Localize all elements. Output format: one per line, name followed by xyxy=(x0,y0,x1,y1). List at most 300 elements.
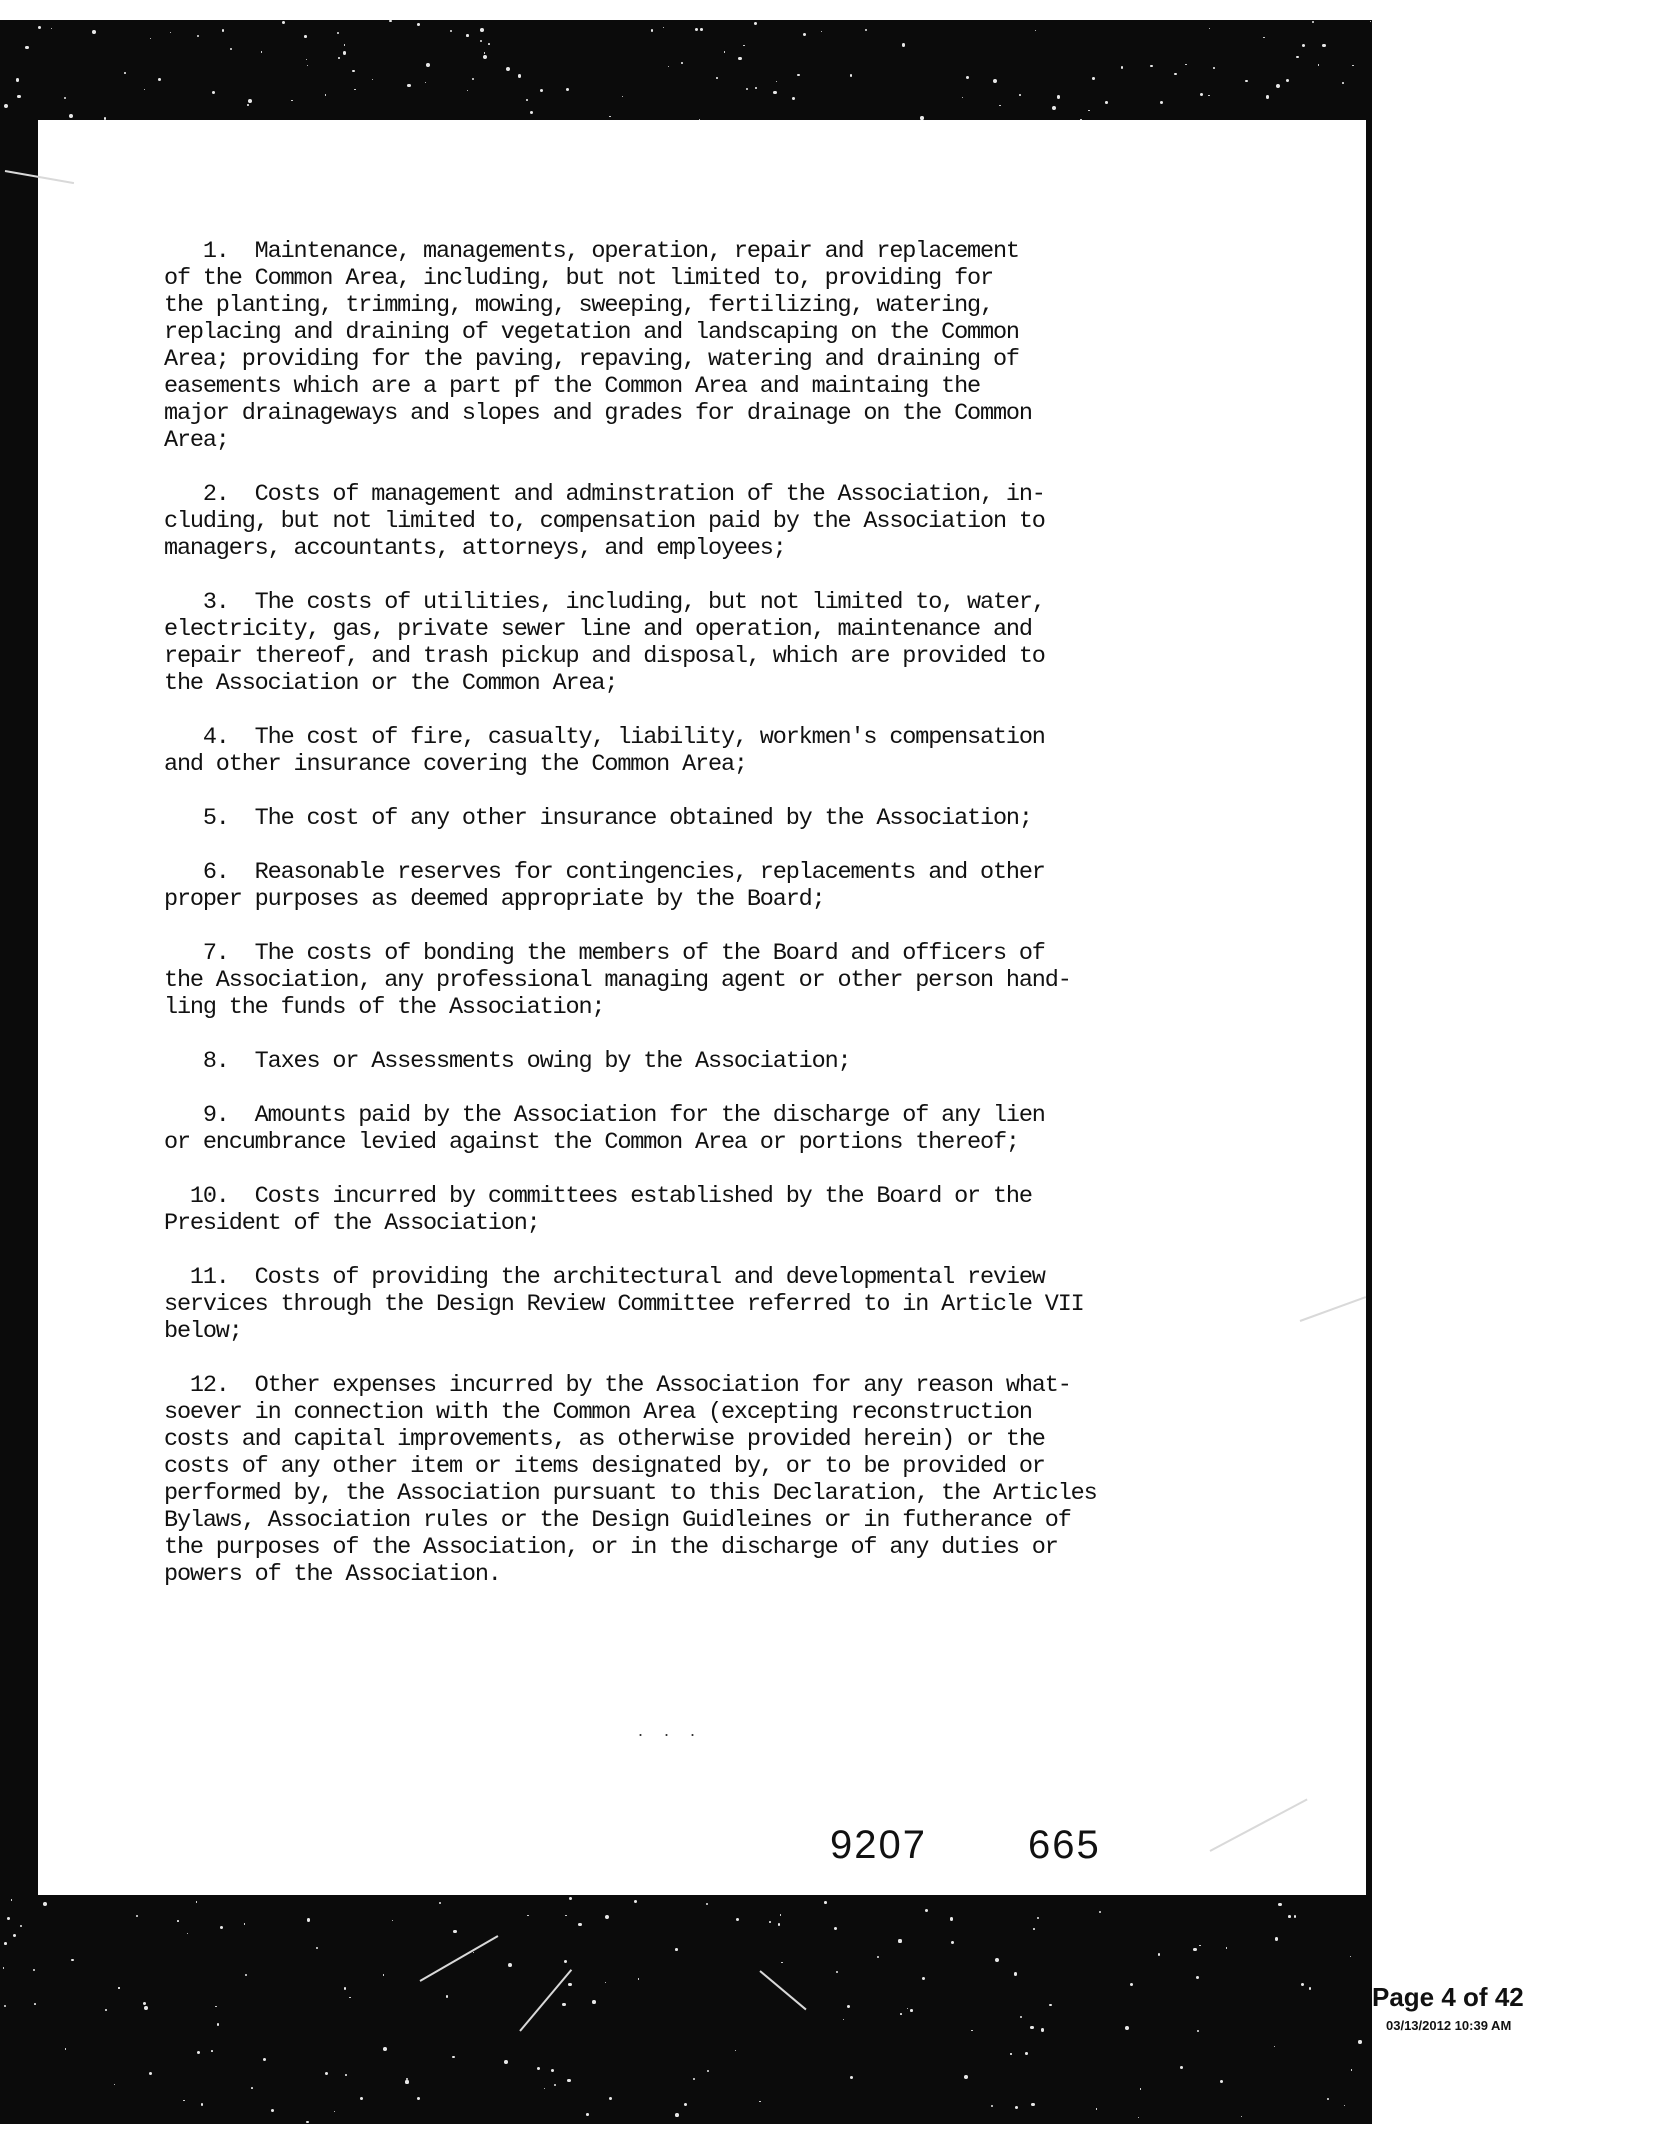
scan-speck xyxy=(1358,2040,1361,2043)
scan-speck xyxy=(304,35,307,38)
scan-speck xyxy=(803,33,806,36)
paragraph-text: Costs incurred by committees established by the Board or the President of the Association; xyxy=(164,1183,1032,1237)
scan-speck xyxy=(1197,2030,1199,2032)
scan-speck xyxy=(306,2121,308,2123)
paragraph-text: The costs of bonding the members of the Board and officers of the Association, any professional managing agent or other person hand- ling the funds of the Association; xyxy=(164,940,1071,1021)
scan-speck xyxy=(551,2069,554,2072)
scan-speck xyxy=(1099,1911,1101,1913)
paragraph-text: Amounts paid by the Association for the discharge of any lien or encumbrance levied against the Common Area or portions thereof; xyxy=(164,1102,1045,1156)
paragraph-number: 11. xyxy=(189,1264,229,1291)
scan-speck xyxy=(1015,2106,1019,2110)
scan-speck xyxy=(406,2078,408,2080)
scan-speck xyxy=(158,78,161,81)
scan-speck xyxy=(706,1903,708,1905)
paragraph-number: 5. xyxy=(202,805,229,832)
paragraph-text: Costs of management and adminstration of the Association, in- cluding, but not limited to, compensation paid by the Association to managers, accountants, attorneys, and employees; xyxy=(164,481,1045,562)
scan-speck xyxy=(1138,2117,1140,2119)
scan-speck xyxy=(1196,1976,1199,1979)
scan-speck xyxy=(902,43,905,46)
paragraph xyxy=(164,589,1124,697)
scan-speck xyxy=(25,46,29,50)
scan-speck xyxy=(1200,93,1203,96)
scan-speck xyxy=(144,89,146,91)
paragraph-number: 3. xyxy=(202,589,229,616)
scan-speck xyxy=(230,48,232,50)
scan-speck xyxy=(1105,101,1108,104)
paragraph-number: 2. xyxy=(202,481,229,508)
scan-speck xyxy=(609,2097,612,2100)
page-counter: Page 4 of 42 xyxy=(1372,1982,1524,2012)
scan-speck xyxy=(1180,2066,1183,2069)
scan-speck xyxy=(143,2002,146,2005)
scan-speck xyxy=(1352,65,1354,67)
scan-speck xyxy=(781,1962,782,1963)
scan-streak xyxy=(759,1970,806,2010)
scan-speck xyxy=(773,91,776,94)
scan-speck xyxy=(222,29,225,32)
scan-speck xyxy=(124,72,126,74)
scan-speck xyxy=(196,1901,198,1903)
scan-speck xyxy=(724,51,725,52)
scan-speck xyxy=(325,2072,328,2075)
scan-speck xyxy=(271,2109,274,2112)
scan-speck xyxy=(850,2076,853,2079)
paragraph-number: 6. xyxy=(202,859,229,886)
scan-speck xyxy=(578,1923,582,1927)
scan-speck xyxy=(187,1933,188,1934)
scan-speck xyxy=(738,57,741,60)
scan-speck xyxy=(38,26,41,29)
paragraph xyxy=(164,940,1124,1021)
scan-speck xyxy=(245,1974,247,1976)
scan-speck xyxy=(1263,37,1265,39)
scan-speck xyxy=(675,2113,679,2117)
scan-speck xyxy=(417,23,420,26)
scan-speck xyxy=(446,1995,448,1997)
scan-speck xyxy=(962,97,963,98)
scan-speck xyxy=(197,2051,200,2054)
scan-speck xyxy=(821,31,822,32)
document-page xyxy=(38,120,1366,1895)
scan-speck xyxy=(64,97,66,99)
scan-speck xyxy=(473,1952,475,1954)
scan-speck xyxy=(405,2080,408,2083)
scan-speck xyxy=(69,114,73,118)
scan-speck xyxy=(1350,1956,1351,1957)
scan-speck xyxy=(211,2050,213,2052)
scan-speck xyxy=(1327,2098,1329,2100)
scan-speck xyxy=(1130,1983,1133,1986)
scan-speck xyxy=(1213,67,1215,69)
scan-speck xyxy=(43,1902,47,1906)
scan-speck xyxy=(20,1925,22,1927)
scan-speck xyxy=(847,2005,850,2008)
scan-speck xyxy=(877,1956,879,1958)
scan-speck xyxy=(316,1947,318,1949)
scan-speck xyxy=(453,1930,456,1933)
scan-speck xyxy=(1057,95,1060,98)
scan-speck xyxy=(759,2101,760,2102)
scan-speck xyxy=(417,2097,420,2100)
scan-speck xyxy=(144,2006,148,2010)
scan-speck xyxy=(65,2048,67,2050)
scan-speck xyxy=(755,87,757,89)
scan-speck xyxy=(360,2097,363,2100)
scan-speck xyxy=(426,63,430,67)
scan-speck xyxy=(564,1960,567,1963)
scan-speck xyxy=(1031,2103,1034,2106)
scan-speck xyxy=(345,2074,347,2076)
scan-speck xyxy=(1301,1983,1305,1987)
scan-speck xyxy=(248,99,252,103)
scan-speck xyxy=(834,1927,837,1930)
scan-speck xyxy=(743,45,744,46)
scan-speck xyxy=(1296,56,1298,58)
scan-speck xyxy=(1041,2028,1044,2031)
scan-speck xyxy=(684,2103,687,2106)
scan-speck xyxy=(4,104,8,108)
scan-speck xyxy=(1019,94,1021,96)
scan-speck xyxy=(1088,110,1090,112)
scan-speck xyxy=(995,1958,999,1962)
scan-speck xyxy=(565,1915,567,1917)
scan-speck xyxy=(1322,44,1326,48)
scan-speck xyxy=(212,91,215,94)
scan-speck xyxy=(566,88,569,91)
scan-speck xyxy=(605,1982,606,1983)
scan-speck xyxy=(33,1969,35,1971)
scan-speck xyxy=(567,2079,570,2082)
scan-speck xyxy=(480,28,484,32)
scan-speck xyxy=(1302,44,1305,47)
scan-speck xyxy=(306,59,307,60)
paragraph-number: 4. xyxy=(202,724,229,751)
scan-speck xyxy=(389,20,391,22)
scan-speck xyxy=(352,70,355,73)
scan-speck xyxy=(925,1909,929,1913)
scan-speck xyxy=(439,1902,441,1904)
scan-speck xyxy=(1209,28,1210,29)
scan-speck xyxy=(1193,1948,1196,1951)
paragraph xyxy=(164,724,1124,778)
scan-speck xyxy=(746,88,749,91)
paragraph xyxy=(164,1264,1124,1345)
scan-speck xyxy=(488,43,490,45)
paragraph xyxy=(164,859,1124,913)
scan-frame xyxy=(0,20,1372,2124)
scan-speck xyxy=(71,1959,73,1961)
scan-speck xyxy=(450,30,452,32)
scan-speck xyxy=(1318,64,1320,66)
scan-speck xyxy=(372,79,373,80)
scan-speck xyxy=(865,29,867,31)
scan-speck xyxy=(1121,66,1124,69)
scan-speck xyxy=(605,1915,609,1919)
scan-speck xyxy=(16,78,19,81)
scan-speck xyxy=(1286,79,1289,82)
scan-speck xyxy=(910,2009,913,2012)
scan-speck xyxy=(900,2013,902,2015)
scan-speck xyxy=(609,116,611,118)
scan-speck xyxy=(675,1948,678,1951)
scan-speck xyxy=(663,27,664,28)
scan-speck xyxy=(150,38,151,39)
scan-speck xyxy=(261,51,262,52)
scan-speck xyxy=(898,1939,901,1942)
scan-speck xyxy=(201,2103,204,2106)
scan-speck xyxy=(508,1963,512,1967)
document-body xyxy=(164,238,1124,1615)
scan-speck xyxy=(993,79,997,83)
scan-speck xyxy=(1010,2053,1011,2054)
scan-speck xyxy=(1185,64,1186,65)
scan-speck xyxy=(183,2100,185,2102)
paragraph-number: 7. xyxy=(202,940,229,967)
scan-speck xyxy=(1158,1953,1161,1956)
scan-speck xyxy=(850,74,852,76)
scan-speck xyxy=(651,29,653,31)
scan-speck xyxy=(824,1901,827,1904)
scan-speck xyxy=(1035,30,1036,31)
scan-speck xyxy=(562,2003,566,2007)
scan-speck xyxy=(337,32,339,34)
scan-speck xyxy=(1096,2108,1098,2110)
scan-speck xyxy=(466,34,469,37)
paragraph-text: Taxes or Assessments owing by the Association; xyxy=(254,1048,851,1075)
paragraph-number: 10. xyxy=(189,1183,229,1210)
scan-speck xyxy=(586,2113,589,2116)
scan-speck xyxy=(251,2087,253,2089)
scan-speck xyxy=(3,1967,5,1969)
paragraph xyxy=(164,1183,1124,1237)
scan-speck xyxy=(383,1974,385,1976)
scan-speck xyxy=(527,1915,528,1916)
scan-speck xyxy=(1226,1947,1228,1949)
scan-speck xyxy=(907,2008,908,2009)
scan-speck xyxy=(149,2072,152,2075)
paragraph xyxy=(164,1048,1124,1075)
scan-speck xyxy=(950,1917,953,1920)
scan-speck xyxy=(1312,21,1314,23)
scan-speck xyxy=(1140,2088,1141,2089)
scan-speck xyxy=(291,100,292,101)
paragraph xyxy=(164,1102,1124,1156)
scan-speck xyxy=(51,28,52,29)
scan-speck xyxy=(1020,2016,1023,2019)
scan-speck xyxy=(1288,1915,1291,1918)
scan-speck xyxy=(344,1987,347,1990)
scan-speck xyxy=(754,22,757,25)
scan-speck xyxy=(307,65,308,66)
scan-speck xyxy=(1220,2080,1223,2083)
paragraph-number: 8. xyxy=(202,1048,229,1075)
scan-speck xyxy=(177,1920,179,1922)
scan-speck xyxy=(780,1914,781,1915)
scan-speck xyxy=(778,1923,780,1925)
scan-speck xyxy=(392,1920,393,1921)
scan-speck xyxy=(735,2050,736,2051)
scan-speck xyxy=(11,1899,13,1901)
scan-speck xyxy=(1245,80,1247,82)
scan-speck xyxy=(797,74,800,77)
scan-speck xyxy=(707,2070,709,2072)
scan-speck xyxy=(695,28,699,32)
scan-speck xyxy=(736,1918,739,1921)
scan-speck xyxy=(472,78,474,80)
scan-speck xyxy=(349,1997,351,1999)
scan-speck xyxy=(681,62,683,64)
scan-speck xyxy=(716,77,718,79)
scan-speck xyxy=(506,67,510,71)
paragraph-text: Maintenance, managements, operation, repair and replacement of the Common Area, including, but not limited to, providing for the planting, trimming, mowing, sweeping, fertilizing, watering, replacing and draining of vegetation and landscaping on the Common Area; providing for the paving, repaving, watering and draining of easements which are a part pf the Common Area and maintaing the major drainageways and slopes and grades for drainage on the Common Area; xyxy=(164,238,1032,454)
scan-speck xyxy=(966,76,969,79)
scan-speck xyxy=(197,35,199,37)
scan-speck xyxy=(282,21,285,24)
scan-speck xyxy=(170,32,172,34)
scan-speck xyxy=(1342,82,1344,84)
scan-speck xyxy=(215,2006,217,2008)
scan-speck xyxy=(769,1921,771,1923)
scan-speck xyxy=(1014,1972,1018,1976)
scan-speck xyxy=(540,89,543,92)
scan-speck xyxy=(1052,106,1056,110)
scan-speck xyxy=(407,84,410,87)
scan-speck xyxy=(1033,1928,1035,1930)
scan-speck xyxy=(530,111,533,114)
paragraph-number: 12. xyxy=(189,1372,229,1399)
scan-speck xyxy=(244,1923,245,1924)
scan-speck xyxy=(699,119,700,120)
scan-dots: . . . xyxy=(638,1720,704,1740)
scan-speck xyxy=(17,95,21,99)
scan-speck xyxy=(700,28,703,31)
scan-speck xyxy=(537,2067,540,2070)
scan-speck xyxy=(118,1987,119,1988)
scan-speck xyxy=(484,52,485,53)
scan-speck xyxy=(1150,65,1152,67)
paragraph xyxy=(164,805,1124,832)
paragraph-text: Reasonable reserves for contingencies, replacements and other proper purposes as deemed appropriate by the Board; xyxy=(164,859,1045,913)
scan-speck xyxy=(1125,2026,1129,2030)
paragraph-text: The costs of utilities, including, but not limited to, water, electricity, gas, private sewer line and operation, maintenance and repair thereof, and trash pickup and disposal, which are provided to the Association or the Common Area; xyxy=(164,589,1045,697)
scan-speck xyxy=(1351,2069,1353,2071)
scan-speck xyxy=(247,104,249,106)
scan-speck xyxy=(1309,1987,1312,1990)
scan-speck xyxy=(951,1941,954,1944)
scan-speck xyxy=(776,81,777,82)
scan-speck xyxy=(964,2075,968,2079)
scan-speck xyxy=(1276,84,1280,88)
scan-speck xyxy=(425,82,426,83)
scan-speck xyxy=(34,2003,36,2005)
scan-speck xyxy=(483,55,487,59)
scan-speck xyxy=(1160,101,1163,104)
paragraph-text: The cost of fire, casualty, liability, workmen's compensation and other insurance covering the Common Area; xyxy=(164,724,1045,778)
scan-speck xyxy=(999,105,1000,106)
scan-speck xyxy=(1208,95,1210,97)
scan-speck xyxy=(1294,1915,1296,1917)
paragraph xyxy=(164,481,1124,562)
scan-speck xyxy=(693,2078,695,2080)
scan-speck xyxy=(792,97,795,100)
scan-speck xyxy=(1174,73,1177,76)
scan-speck xyxy=(7,1917,10,1920)
paragraph xyxy=(164,1372,1124,1588)
paragraph-number: 1. xyxy=(202,238,229,265)
scan-speck xyxy=(383,2047,387,2051)
scan-speck xyxy=(92,30,96,34)
scan-speck xyxy=(836,1971,838,1973)
scan-speck xyxy=(263,2058,267,2062)
scan-speck xyxy=(638,1978,639,1979)
scan-streak xyxy=(420,1935,499,1982)
scan-speck xyxy=(354,89,355,90)
scan-speck xyxy=(338,57,340,59)
scan-speck xyxy=(1030,2026,1034,2030)
paragraph-text: The cost of any other insurance obtained by the Association; xyxy=(254,805,1032,832)
scan-speck xyxy=(325,94,326,95)
scan-speck xyxy=(1092,77,1095,80)
scan-speck xyxy=(13,1934,16,1937)
scan-speck xyxy=(334,2111,335,2112)
recording-number: 9207 xyxy=(830,1823,927,1867)
scan-speck xyxy=(1275,1937,1278,1940)
scan-speck xyxy=(1199,1945,1200,1946)
scan-speck xyxy=(518,74,522,78)
scan-speck xyxy=(480,40,482,42)
scan-speck xyxy=(668,66,669,67)
scan-speck xyxy=(343,51,347,55)
scan-speck xyxy=(1266,95,1270,99)
scan-speck xyxy=(4,1942,7,1945)
scan-speck xyxy=(1274,2046,1275,2047)
scan-speck xyxy=(1241,2116,1242,2117)
scan-speck xyxy=(922,1977,925,1980)
scan-speck xyxy=(1278,1903,1281,1906)
timestamp: 03/13/2012 10:39 AM xyxy=(1386,2018,1512,2033)
scan-speck xyxy=(1344,2105,1345,2106)
scan-speck xyxy=(991,2105,993,2107)
scan-streak xyxy=(519,1969,572,2032)
paragraph-text: Other expenses incurred by the Association for any reason what- soever in connection with the Common Area (excepting reconstruction costs and capital improvements, as otherwise provided herein) or the costs of any other item or items designated by, or to be provided or performed by, the Association pursuant to this Declaration, the Articles Bylaws, Association rules or the Design Guidleines or in futherance of the purposes of the Association, or in the discharge of any duties or powers of the Association. xyxy=(164,1372,1097,1588)
scan-speck xyxy=(307,1918,311,1922)
scan-speck xyxy=(1049,2004,1052,2007)
scan-speck xyxy=(452,2056,455,2059)
scan-speck xyxy=(114,2084,115,2085)
scan-speck xyxy=(136,1915,138,1917)
scan-speck xyxy=(1025,2052,1028,2055)
scan-speck xyxy=(526,99,528,101)
scan-speck xyxy=(569,1897,572,1900)
paragraph-text: Costs of providing the architectural and developmental review services through the Design Review Committee referred to in Article VII below; xyxy=(164,1264,1084,1345)
scan-speck xyxy=(1370,21,1371,22)
scan-speck xyxy=(504,2060,508,2064)
scan-speck xyxy=(843,2019,844,2020)
scan-speck xyxy=(554,2084,556,2086)
scan-speck xyxy=(220,1926,223,1929)
scan-speck xyxy=(592,2000,596,2004)
scan-speck xyxy=(104,117,107,120)
scan-speck xyxy=(971,2030,972,2031)
scan-speck xyxy=(920,116,924,120)
paragraph-number: 9. xyxy=(202,1102,229,1129)
scan-speck xyxy=(568,1983,571,1986)
scan-speck xyxy=(105,2009,107,2011)
scan-speck xyxy=(544,2088,545,2089)
scan-speck xyxy=(634,1900,638,1904)
scan-speck xyxy=(622,96,623,97)
scan-speck xyxy=(344,44,345,45)
